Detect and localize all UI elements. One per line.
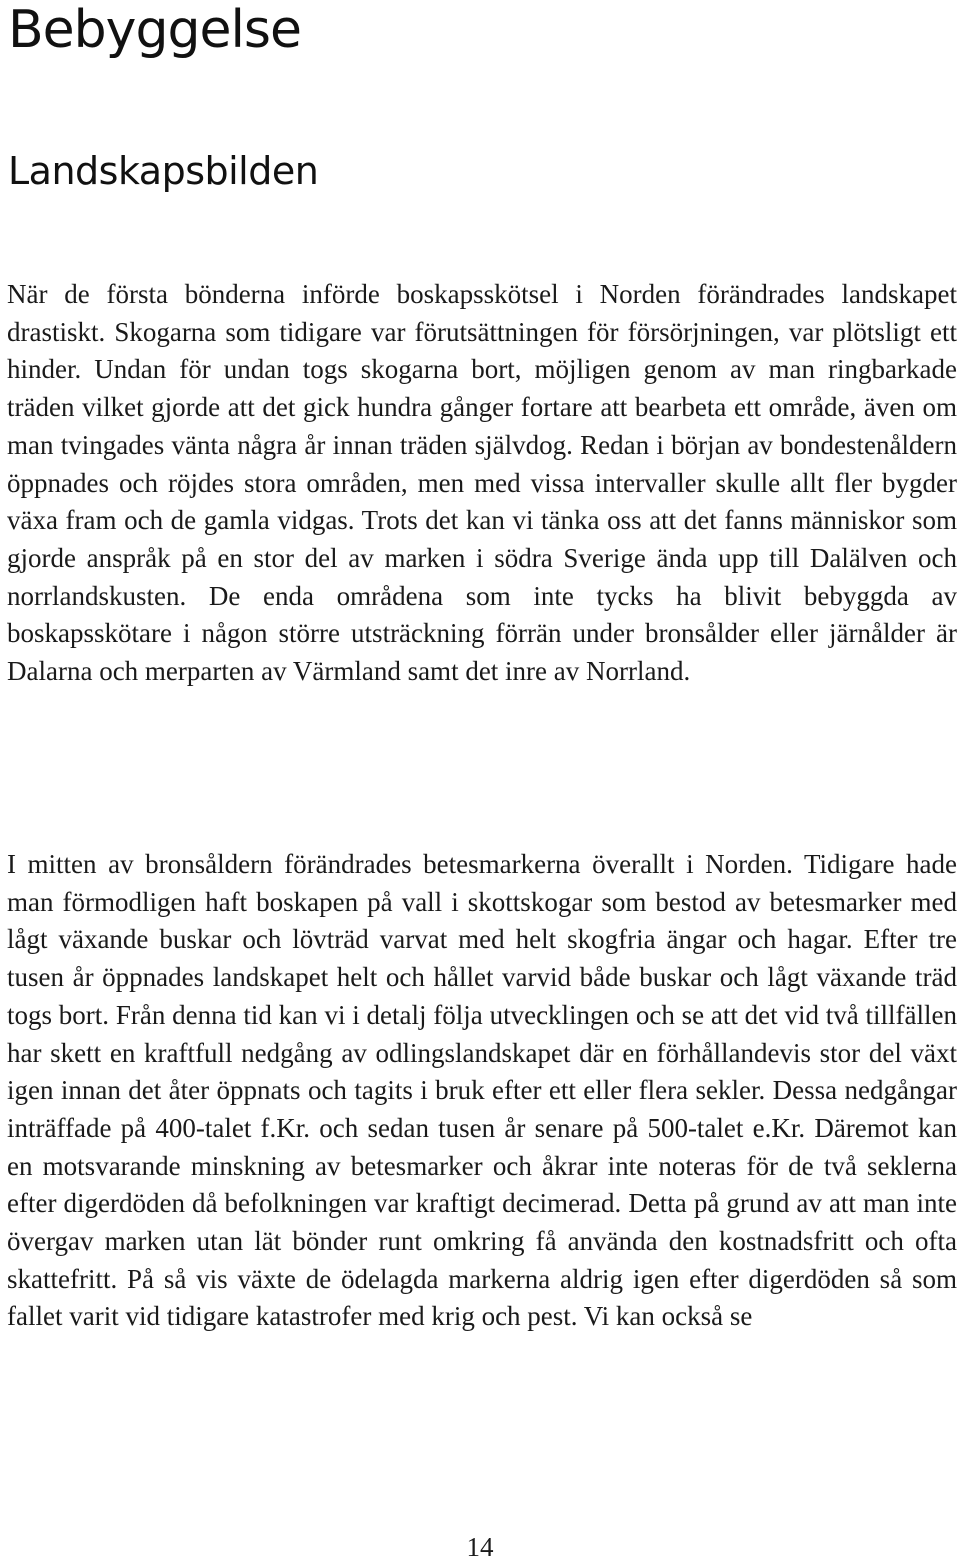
chapter-title: Bebyggelse xyxy=(8,0,301,60)
page-number: 14 xyxy=(466,1532,494,1562)
section-title: Landskapsbilden xyxy=(8,149,319,193)
body-paragraph: I mitten av bronsåldern förändrades betesmarkerna överallt i Norden. Tidigare hade man förmodligen haft boskapen på vall i skottskogar som bestod av betesmarker med lågt växande buskar och lövträd varvat med helt skogfria ängar och hagar. Efter tre tusen år öppnades landskapet helt och hållet varvid både buskar och lågt växande träd togs bort. Från denna tid kan vi i detalj följa utvecklingen och se att det vid två tillfällen har skett en kraftfull nedgång av odlingslandskapet där en förhållandevis stor del växt igen innan det åter öppnats och tagits i bruk efter ett eller flera sekler. Dessa nedgångar inträffade på 400-talet f.Kr. och sedan tusen år senare på 500-talet e.Kr. Däremot kan en motsvarande minskning av betesmarker och åkrar inte noteras för de två seklerna efter digerdöden då befolkningen var kraftigt decimerad. Detta på grund av att man inte övergav marken utan lät bönder runt omkring få använda den kostnadsfritt och ofta skattefritt. På så vis växte de ödelagda markerna aldrig igen efter digerdöden så som fallet varit vid tidigare katastrofer med krig och pest. Vi kan också se xyxy=(7,849,957,1332)
body-paragraph: När de första bönderna införde boskapsskötsel i Norden förändrades landskapet drastiskt. Skogarna som tidigare var förutsättningen för försörjningen, var plötsligt ett hinder. Undan för undan togs skogarna bort, möjligen genom av man ringbarkade träden vilket gjorde att det gick hundra gånger fortare att bearbeta ett område, även om man tvingades vänta några år innan träden självdog. Redan i början av bondestenåldern öppnades och röjdes stora områden, men med vissa intervaller skulle allt fler bygder växa fram och de gamla vidgas. Trots det kan vi tänka oss att det fanns människor som gjorde anspråk på en stor del av marken i södra Sverige ända upp till Dalälven och norrlandskusten. De enda områdena som inte tycks ha blivit bebyggda av boskapsskötare i någon större utsträckning förrän under bronsålder eller järnålder är Dalarna och merparten av Värmland samt det inre av Norrland. xyxy=(7,279,957,687)
